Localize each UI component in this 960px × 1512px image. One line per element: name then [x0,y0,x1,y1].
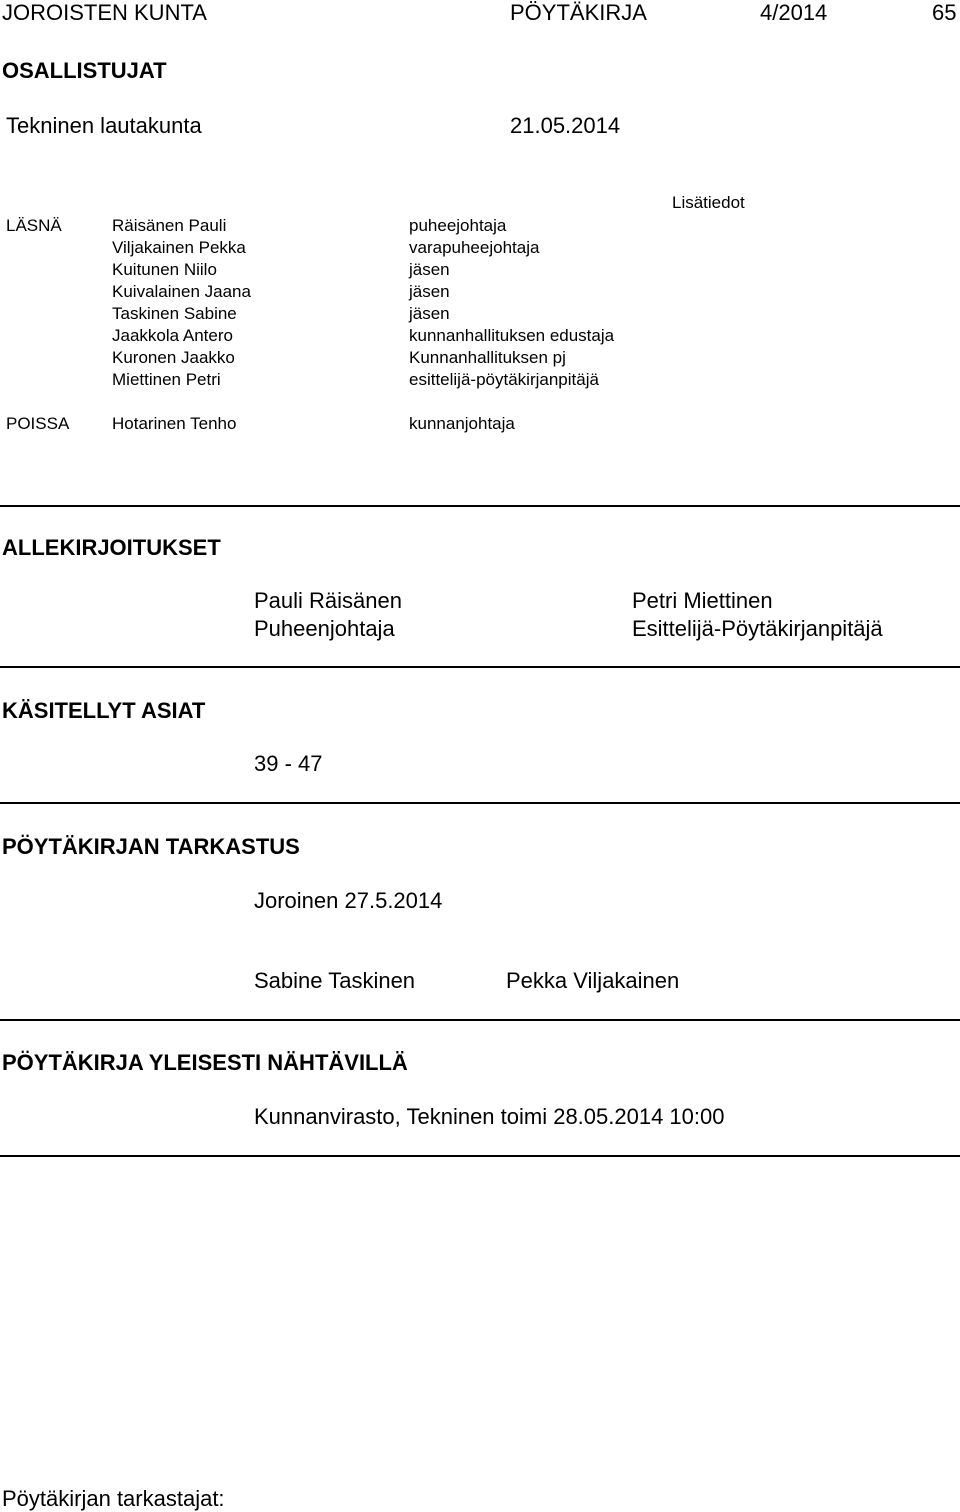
present-role: kunnanhallituksen edustaja [409,326,615,345]
review-title: PÖYTÄKIRJAN TARKASTUS [2,834,300,859]
extra-info-header: Lisätiedot [672,193,745,212]
doc-type: PÖYTÄKIRJA [510,0,647,25]
divider [0,1155,960,1157]
org-name: JOROISTEN KUNTA [2,0,207,25]
present-role: jäsen [409,304,450,323]
review-place-date: Joroinen 27.5.2014 [254,888,443,913]
present-role: jäsen [409,260,450,279]
present-label: LÄSNÄ [6,216,62,235]
divider [0,666,960,668]
present-role: puheejohtaja [409,216,507,235]
committee-name: Tekninen lautakunta [6,113,202,138]
chair-name: Pauli Räisänen [254,588,402,613]
divider [0,802,960,804]
secretary-name: Petri Miettinen [632,588,773,613]
present-role: jäsen [409,282,450,301]
participants-title: OSALLISTUJAT [2,58,167,83]
present-name: Jaakkola Antero [112,326,233,345]
divider [0,1019,960,1021]
items-range: 39 - 47 [254,751,323,776]
present-role: esittelijä-pöytäkirjanpitäjä [409,370,599,389]
absent-label: POISSA [6,414,70,433]
doc-number: 4/2014 [760,0,828,25]
present-name: Taskinen Sabine [112,304,237,323]
present-role: varapuheejohtaja [409,238,540,257]
present-name: Kuivalainen Jaana [112,282,251,301]
reviewer-name: Sabine Taskinen [254,968,416,993]
present-name: Kuronen Jaakko [112,348,235,367]
present-name: Kuitunen Niilo [112,260,217,279]
absent-role: kunnanjohtaja [409,414,515,433]
meeting-date: 21.05.2014 [510,113,621,138]
present-name: Räisänen Pauli [112,216,227,235]
present-name: Viljakainen Pekka [112,238,246,257]
present-role: Kunnanhallituksen pj [409,348,566,367]
items-title: KÄSITELLYT ASIAT [2,698,206,723]
divider [0,505,960,507]
page-number: 65 [932,0,957,25]
present-name: Miettinen Petri [112,370,221,389]
absent-name: Hotarinen Tenho [112,414,237,433]
public-location: Kunnanvirasto, Tekninen toimi 28.05.2014 10:00 [254,1104,725,1129]
reviewers-label: Pöytäkirjan tarkastajat: [2,1486,225,1511]
public-title: PÖYTÄKIRJA YLEISESTI NÄHTÄVILLÄ [2,1050,408,1075]
signatures-title: ALLEKIRJOITUKSET [2,535,221,560]
secretary-title: Esittelijä-Pöytäkirjanpitäjä [632,616,883,641]
chair-title: Puheenjohtaja [254,616,395,641]
reviewer-name: Pekka Viljakainen [506,968,680,993]
